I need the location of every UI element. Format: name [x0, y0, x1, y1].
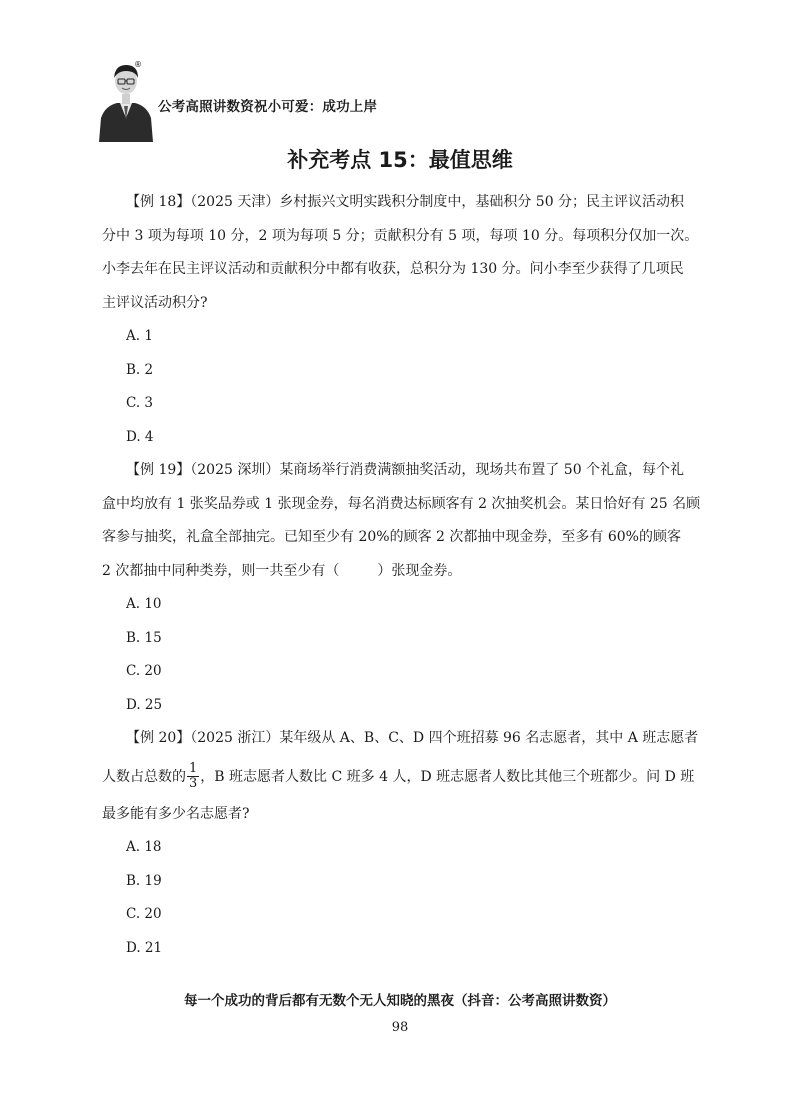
- question-text-after-fraction: ，B 班志愿者人数比 C 班多 4 人，D 班志愿者人数比其他三个班都少。问 D 班: [200, 768, 695, 785]
- option-b: B. 2: [126, 361, 154, 378]
- footer-motto: 每一个成功的背后都有无数个无人知晓的黑夜（抖音：公考高照讲数资）: [184, 993, 616, 1009]
- fraction: [187, 762, 199, 791]
- question-text-line: 主评议活动积分?: [102, 294, 208, 311]
- option-d: D. 4: [126, 428, 154, 445]
- question-text-before-fraction: 人数占总数的: [102, 768, 186, 785]
- question-text-before-blank: 2 次都抽中同种类券，则一共至少有（: [102, 562, 340, 579]
- header-slogan: 公考高照讲数资祝小可爱：成功上岸: [158, 99, 378, 115]
- registered-mark-icon: ®: [134, 60, 142, 69]
- option-b: B. 19: [126, 872, 162, 889]
- option-a: A. 10: [126, 596, 162, 612]
- question-text-line: 小李去年在民主评议活动和贡献积分中都有收获，总积分为 130 分。问小李至少获得了几项民: [102, 261, 684, 277]
- option-b: B. 15: [126, 629, 162, 646]
- option-d: D. 25: [126, 696, 163, 713]
- fraction-numerator: 1: [189, 761, 198, 776]
- fraction-denominator: 3: [189, 776, 198, 791]
- question-20: [102, 722, 706, 965]
- page-number: 98: [391, 1020, 409, 1035]
- question-text-line: 客参与抽奖，礼盒全部抽完。已知至少有 20%的顾客 2 次都抽中现金券，至多有 60%的顾客: [102, 529, 681, 545]
- option-d: D. 21: [126, 939, 163, 956]
- question-text-line: [102, 555, 706, 589]
- question-text-line: 【例 20】（2025 浙江）某年级从 A、B、C、D 四个班招募 96 名志愿者，其中 A 班志愿者: [126, 730, 699, 746]
- question-18: [102, 186, 706, 454]
- question-text-after-blank: ）张现金券。: [377, 562, 462, 579]
- question-text-line: 【例 18】（2025 天津）乡村振兴文明实践积分制度中，基础积分 50 分；民主评议活动积: [126, 194, 685, 210]
- author-photo: [95, 56, 157, 142]
- header: [95, 56, 695, 146]
- question-text-line: 分中 3 项为每项 10 分，2 项为每项 5 分；贡献积分有 5 项，每项 10 分。每项积分仅加一次。: [102, 227, 699, 244]
- option-c: C. 20: [126, 663, 162, 679]
- option-a: A. 18: [126, 839, 162, 855]
- question-text-line: 盒中均放有 1 张奖品券或 1 张现金券，每名消费达标顾客有 2 次抽奖机会。某日恰好有 25 名顾: [102, 495, 701, 512]
- question-19: [102, 454, 706, 722]
- question-text-line: 最多能有多少名志愿者?: [102, 805, 250, 822]
- option-c: C. 3: [126, 395, 154, 411]
- section-title: 补充考点 15：最值思维: [287, 148, 513, 172]
- question-text-line: [102, 756, 706, 798]
- question-list: [102, 186, 706, 965]
- option-a: A. 1: [126, 328, 153, 344]
- question-text-line: 【例 19】（2025 深圳）某商场举行消费满额抽奖活动，现场共布置了 50 个礼盒，每个礼: [126, 462, 685, 478]
- option-c: C. 20: [126, 906, 162, 922]
